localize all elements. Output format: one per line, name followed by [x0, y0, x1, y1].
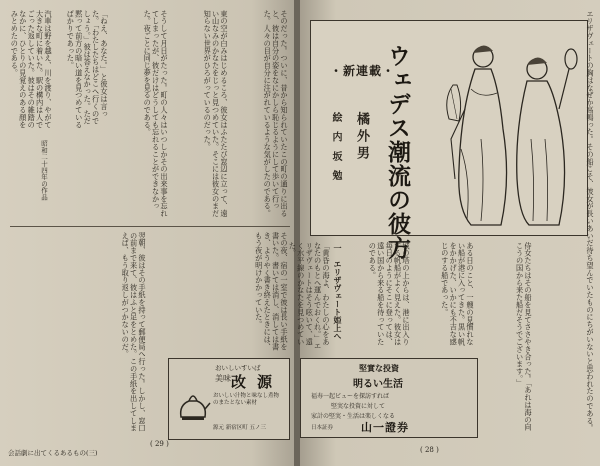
author-name: 橘外男 — [354, 112, 369, 163]
ad-label-a: おいしいすいば — [215, 364, 261, 372]
left-text-column-1: そのだった。ついに、昔から知られていたこの町の通りに出ると、彼は自分の姿をなにかしら恥じるようにして歩いて行った。人々の目が自分に注がれているような気がしたのである。 — [263, 10, 289, 218]
left-page-number: ( 29 ) — [150, 440, 169, 448]
left-text-column-4: 「ねえ、あなた。」と彼女は言った。「わたしたちはどこへ行くのでしょう。」彼は答えなかった。ただ黙って前方の暗い道を見つめているばかりであった。 — [66, 10, 109, 129]
ad-label-b: 美味 — [215, 374, 231, 383]
kettle-icon — [175, 387, 211, 427]
right-text-column-1: 城の塔の上からは、港に出入りする帆船がよく見えた。彼女は毎日のようにそこに登っては、遠い国から来る船を待っていたのである。 — [368, 242, 411, 346]
chapter-heading: 一 エリザヴェート姫上へ — [333, 244, 342, 340]
ad-description: おいしい汁物と味なし煮物のまたとない素材 — [213, 393, 280, 406]
ad-line-4: 家計の堅実・生活は楽しくなる — [311, 413, 396, 420]
left-text-column-5: 汽車は野を越え、川を渡り、やがて大きな町に着いた。駅の構内は人でごった返していた。彼はその雑踏のなかに、ひとりの見覚えのある顔をみとめたのである。 — [10, 10, 53, 129]
left-sidebar-note: 昭和二十四年の作品 — [40, 140, 48, 201]
left-text-column-6: その夜、宿の一室で彼は長い手紙を書いた。書いては消し、消しては書き、ようやく書き終えたときには、もう夜が明けかかっていた。 — [254, 232, 289, 351]
ad-headline: 堅實な投資 — [359, 363, 399, 373]
left-advertisement — [168, 358, 290, 440]
illustrator-name: 絵 内 坂 勉 — [330, 112, 341, 184]
ad-contact: 源元 新宿区町 五ノ三 — [213, 425, 266, 431]
right-text-column-2: ある日のこと、一艘の見慣れない船が港に入ってきた。黒い帆をかかげた、いかにも不吉な感じのする船であった。 — [440, 242, 475, 346]
right-text-column-3: 侍女たちはその船を見てささやき合った。「あれは海の向こうの国から来た船だそうでございます。」 — [515, 242, 533, 431]
ad-brand-b: 源 — [257, 373, 273, 391]
left-footer: 会話劇に出てくるあるもの(三) — [8, 449, 98, 457]
right-advertisement — [300, 358, 478, 438]
ad-company-prefix: 日本証券 — [311, 425, 334, 431]
ad-brand-a: 改 — [231, 373, 247, 391]
serial-title: ウェデス潮流の彼方 — [384, 44, 410, 260]
left-divider — [10, 226, 290, 227]
ad-line-1: 明るい生活 — [353, 379, 403, 390]
ad-line-2: 福寿一起ビューを探訪すれば — [311, 393, 390, 400]
left-text-column-2: 東の空が白みはじめるころ、彼女はふたたび窓辺に立って、遠い山なみのかなたをじっと見つめていた。そこには彼女のまだ知らない世界がひろがっているのだった。 — [203, 10, 229, 218]
right-text-column-4: エリザヴェートの胸はなぜか高鳴った。その船こそ、彼女が長いあいだ待ち望んでいたものにちがいないと思われたのである。 — [586, 10, 595, 432]
ad-company: 山一證券 — [361, 421, 409, 434]
left-text-column-3: そうして月日がたった。町の人々はいつしかその出来事を忘れてしまったが、彼だけはどうしても忘れることができなかった。夜ごとに同じ夢を見るのである。 — [143, 10, 169, 218]
right-page-number: ( 28 ) — [420, 446, 439, 454]
serial-tag: ・新連載・ — [330, 64, 396, 78]
left-page — [0, 0, 296, 466]
left-text-column-7: 翌朝、彼はその手紙を持って郵便局へ行った。しかし、窓口の前まで来て、彼はふと足をとめた。この手紙を出してしまえば、もう取り返しがつかないのだ。 — [121, 232, 147, 432]
right-text-column-0: 「黄昏の海よ、わたしの心をあなたのもとへ運んでおくれ。」エリザヴェートはそう呟いて、遠く水平線のかなたを見つめていた。 — [288, 242, 331, 350]
ad-line-3: 堅実な投資に対して — [331, 403, 386, 410]
